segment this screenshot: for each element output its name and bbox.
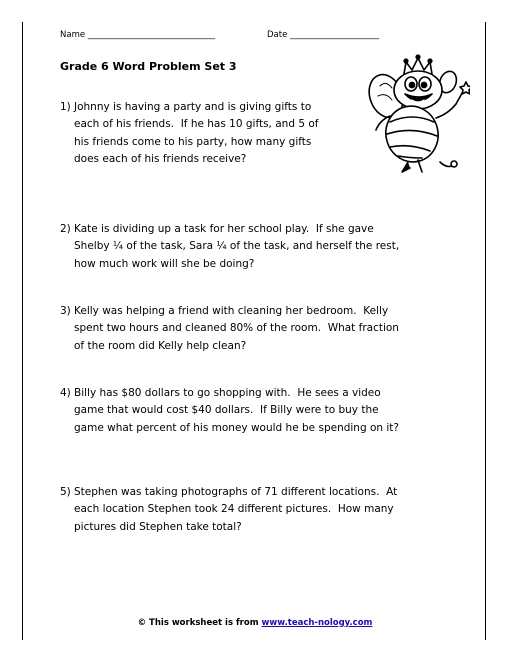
problem-text: Kelly was helping a friend with cleaning her bedroom. Kelly spent two hours and cleaned 80% of the room. What fraction of the room did Kelly help clean? bbox=[74, 305, 399, 352]
problem-text: Billy has $80 dollars to go shopping with. He sees a video game that would cost $40 dollars. If Billy were to buy the game what percent of his money would he be spending on it? bbox=[74, 387, 399, 434]
problem-text: Stephen was taking photographs of 71 different locations. At each location Stephen took 24 different pictures. How many pictures did Stephen take total? bbox=[74, 486, 398, 533]
date-field-label: Date _____________________ bbox=[267, 30, 380, 40]
problem-number: 5) bbox=[60, 486, 71, 498]
cartoon-bee-with-crown-and-wand-icon bbox=[360, 52, 470, 180]
name-field-label: Name ______________________________ bbox=[60, 30, 216, 40]
problem-text: Johnny is having a party and is giving gifts to each of his friends. If he has 10 gifts, and 5 of his friends come to his party, how many gifts does each of his friends receive? bbox=[74, 101, 319, 166]
footer-link[interactable]: www.teach-nology.com bbox=[261, 618, 373, 628]
problem-number: 1) bbox=[60, 101, 71, 113]
problem-number: 2) bbox=[60, 223, 71, 235]
footer-prefix: © This worksheet is from bbox=[137, 618, 262, 628]
problem-number: 4) bbox=[60, 387, 71, 399]
worksheet-title: Grade 6 Word Problem Set 3 bbox=[60, 60, 237, 73]
problem-text: Kate is dividing up a task for her school play. If she gave Shelby ¼ of the task, Sara ¼ of the task, and herself the rest, how much work will she be doing? bbox=[74, 223, 400, 270]
footer-credit bbox=[0, 618, 510, 628]
problem-number: 3) bbox=[60, 305, 71, 317]
